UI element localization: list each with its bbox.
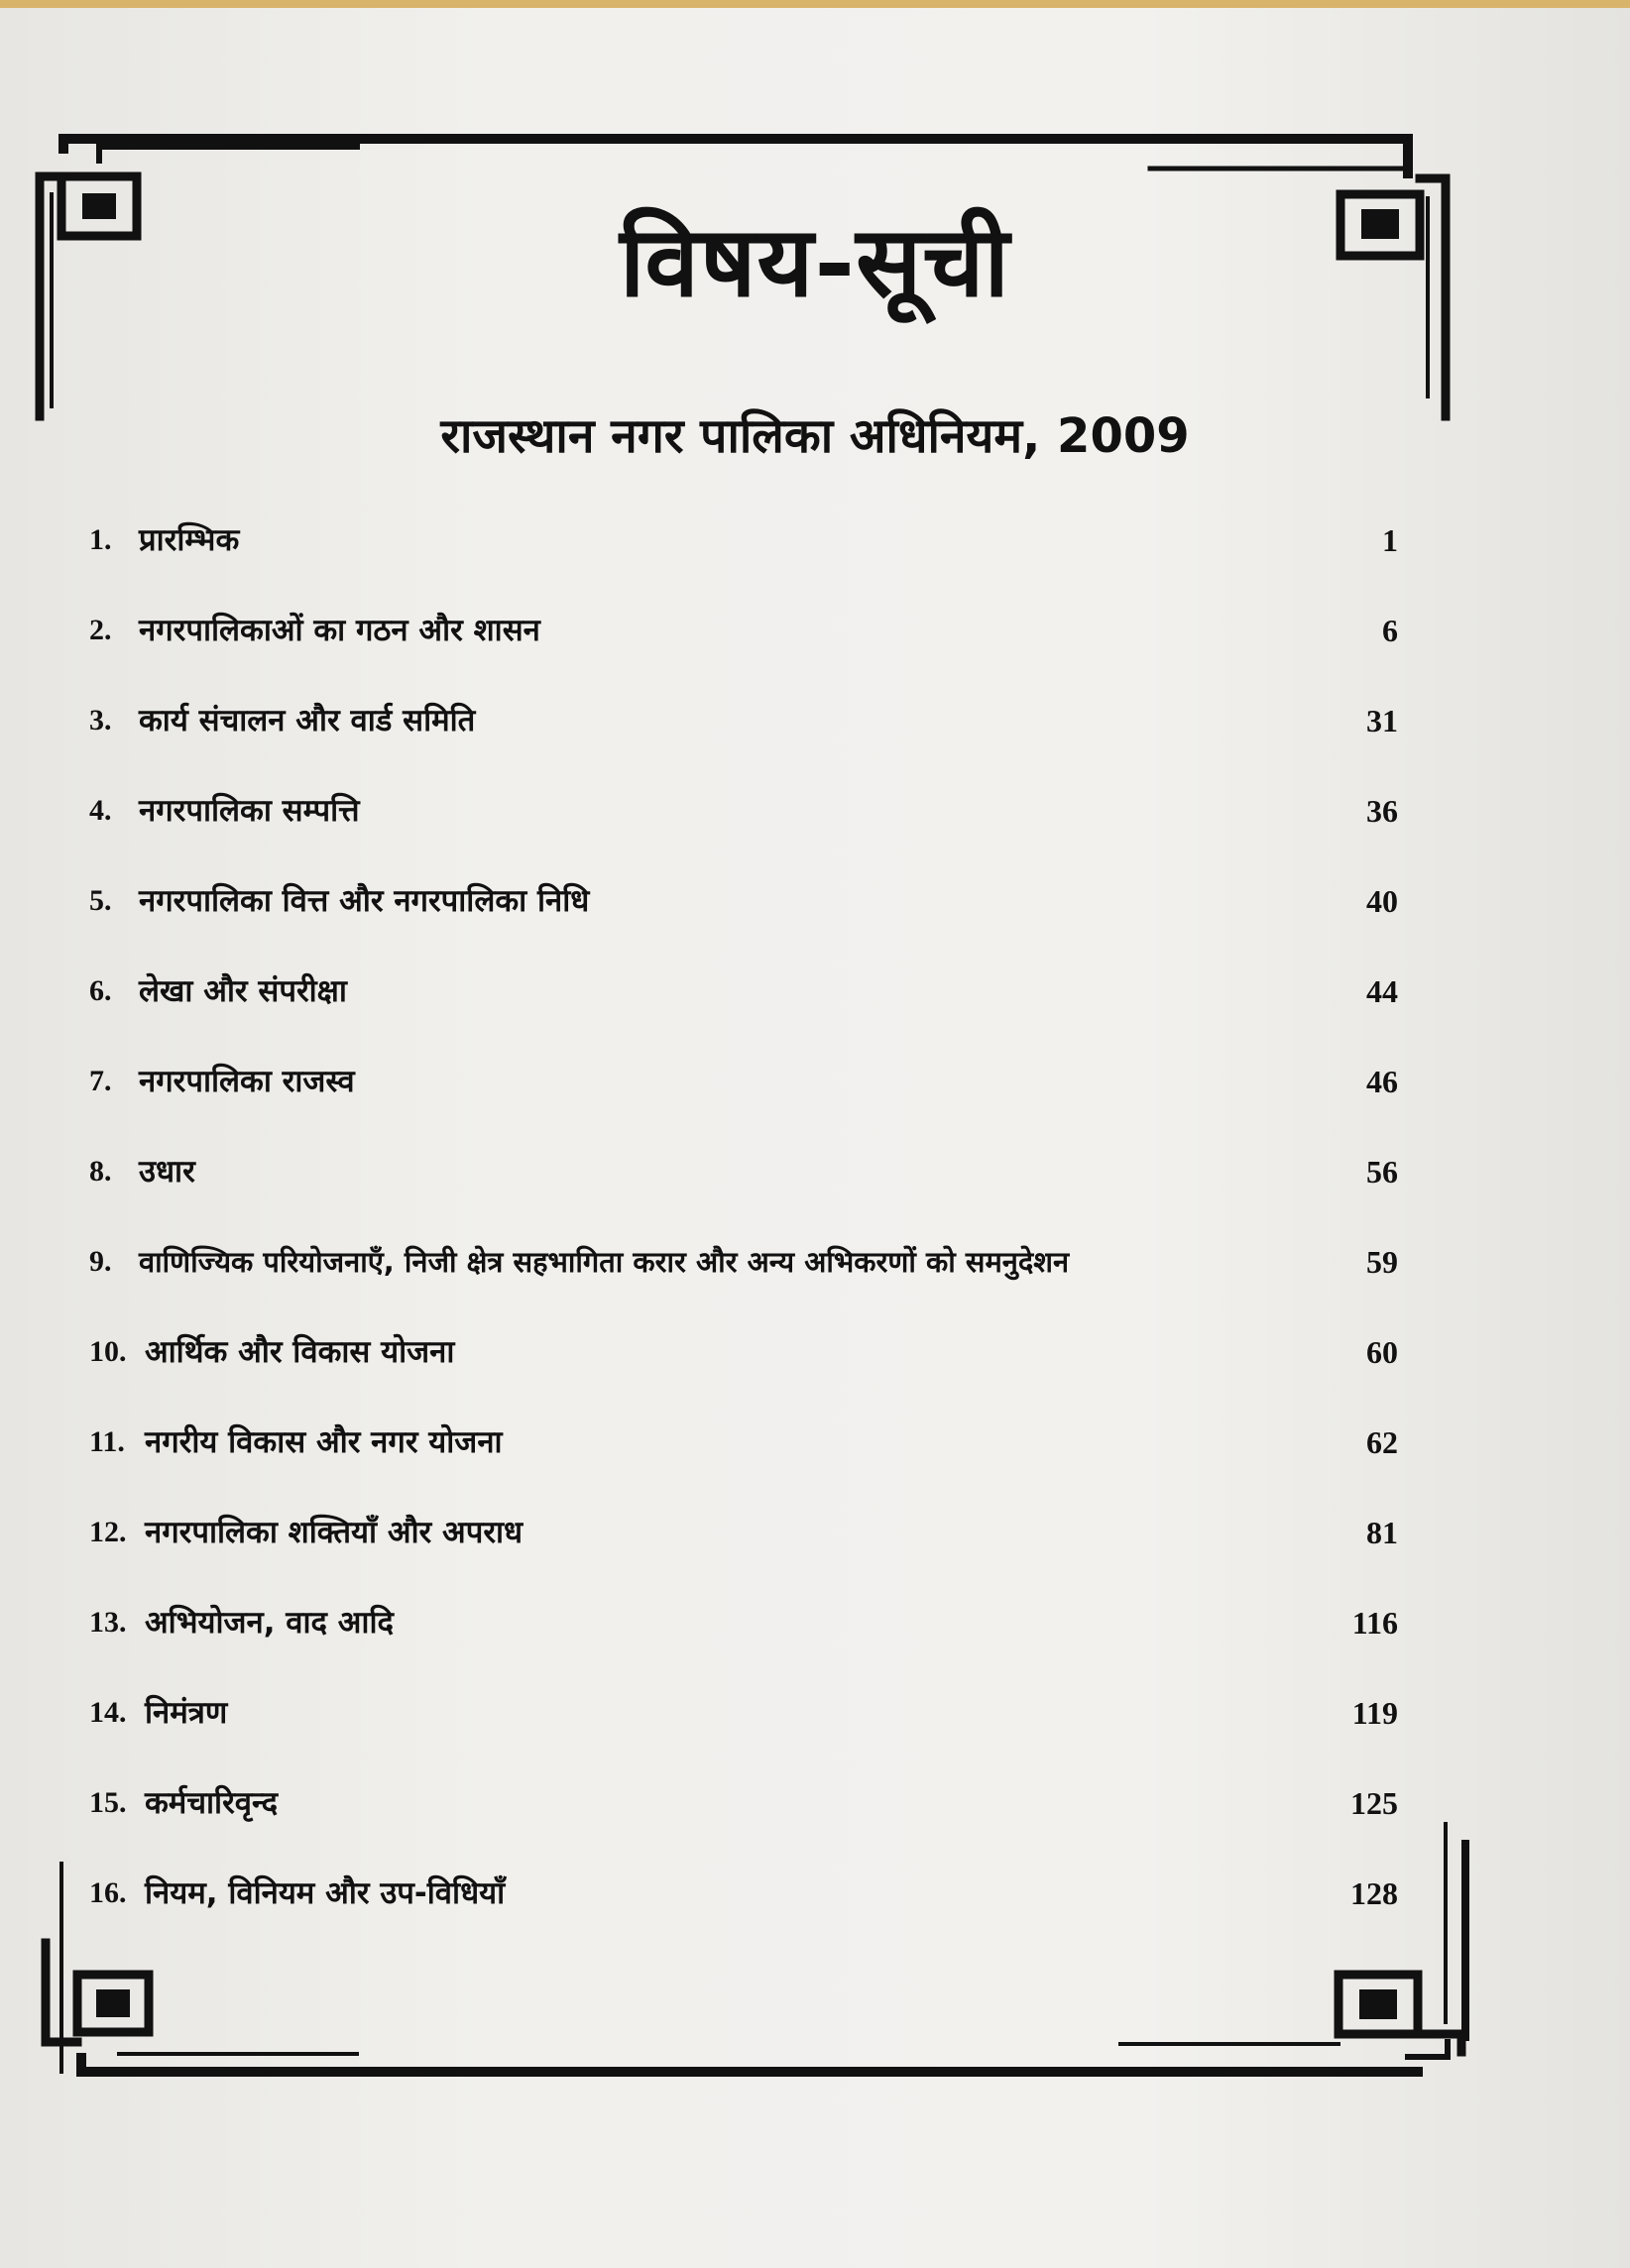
entry-page: 81 [1366, 1515, 1398, 1550]
entry-page: 1 [1382, 522, 1398, 558]
toc-entry [89, 1864, 1398, 1923]
entry-page: 125 [1350, 1785, 1398, 1821]
entry-page: 6 [1382, 613, 1398, 648]
toc-entry [89, 1683, 1398, 1743]
page-subtitle: राजस्थान नगर पालिका अधिनियम, 2009 [440, 408, 1190, 464]
entry-title: नगरपालिका वित्त और नगरपालिका निधि [139, 883, 590, 919]
entry-title: वाणिज्यिक परियोजनाएँ, निजी क्षेत्र सहभागिता करार और अन्य अभिकरणों को समनुदेशन [139, 1245, 1070, 1279]
entry-title: नगरपालिकाओं का गठन और शासन [139, 613, 540, 648]
entry-title: निमंत्रण [145, 1695, 228, 1731]
entry-page: 116 [1351, 1605, 1398, 1641]
entry-page: 40 [1366, 883, 1398, 919]
entry-title: प्रारम्भिक [139, 522, 240, 558]
entry-title: नगरपालिका सम्पत्ति [139, 793, 360, 829]
toc-entry [89, 1232, 1398, 1292]
entry-title: नियम, विनियम और उप-विधियाँ [145, 1875, 506, 1911]
toc-entry [89, 691, 1398, 750]
entry-title: आर्थिक और विकास योजना [145, 1334, 455, 1370]
entry-number: 4. [89, 794, 112, 827]
entry-number: 14. [89, 1696, 127, 1729]
entry-number: 2. [89, 614, 112, 646]
entry-number: 13. [89, 1606, 127, 1639]
entry-title: नगरपालिका शक्तियाँ और अपराध [145, 1515, 524, 1550]
toc-entry [89, 962, 1398, 1021]
entry-number: 8. [89, 1155, 112, 1188]
toc-entry [89, 1322, 1398, 1382]
toc-entry [89, 510, 1398, 570]
entry-page: 119 [1351, 1695, 1398, 1731]
entry-number: 12. [89, 1516, 127, 1548]
entry-title: नगरीय विकास और नगर योजना [145, 1424, 503, 1460]
toc-entry [89, 781, 1398, 841]
entry-page: 46 [1366, 1064, 1398, 1099]
toc-entry [89, 1503, 1398, 1562]
toc-entry [89, 1142, 1398, 1201]
entry-page: 31 [1366, 703, 1398, 738]
entry-number: 5. [89, 884, 112, 917]
toc-entry [89, 871, 1398, 931]
entry-title: लेखा और संपरीक्षा [139, 973, 347, 1009]
entry-number: 16. [89, 1876, 127, 1909]
entry-page: 59 [1366, 1244, 1398, 1280]
toc-entry [89, 1593, 1398, 1652]
entry-number: 1. [89, 523, 112, 556]
entry-title: कर्मचारिवृन्द [145, 1785, 279, 1821]
entry-number: 6. [89, 974, 112, 1007]
entry-title: अभियोजन, वाद आदि [145, 1605, 394, 1641]
entry-number: 3. [89, 704, 112, 737]
entry-number: 7. [89, 1065, 112, 1097]
toc-entry [89, 601, 1398, 660]
entry-number: 10. [89, 1335, 127, 1368]
entry-page: 44 [1366, 973, 1398, 1009]
toc-entry [89, 1413, 1398, 1472]
toc-entry [89, 1052, 1398, 1111]
entry-page: 62 [1366, 1424, 1398, 1460]
toc-entry [89, 1773, 1398, 1833]
entry-title: नगरपालिका राजस्व [139, 1064, 355, 1099]
entry-page: 36 [1366, 793, 1398, 829]
page-title: विषय-सूची [620, 205, 1010, 319]
entry-number: 15. [89, 1786, 127, 1819]
entry-number: 9. [89, 1245, 112, 1278]
entry-page: 60 [1366, 1334, 1398, 1370]
entry-title: कार्य संचालन और वार्ड समिति [139, 703, 476, 738]
entry-page: 128 [1350, 1875, 1398, 1911]
entry-title: उधार [139, 1154, 195, 1190]
entry-number: 11. [89, 1425, 125, 1458]
entry-page: 56 [1366, 1154, 1398, 1190]
